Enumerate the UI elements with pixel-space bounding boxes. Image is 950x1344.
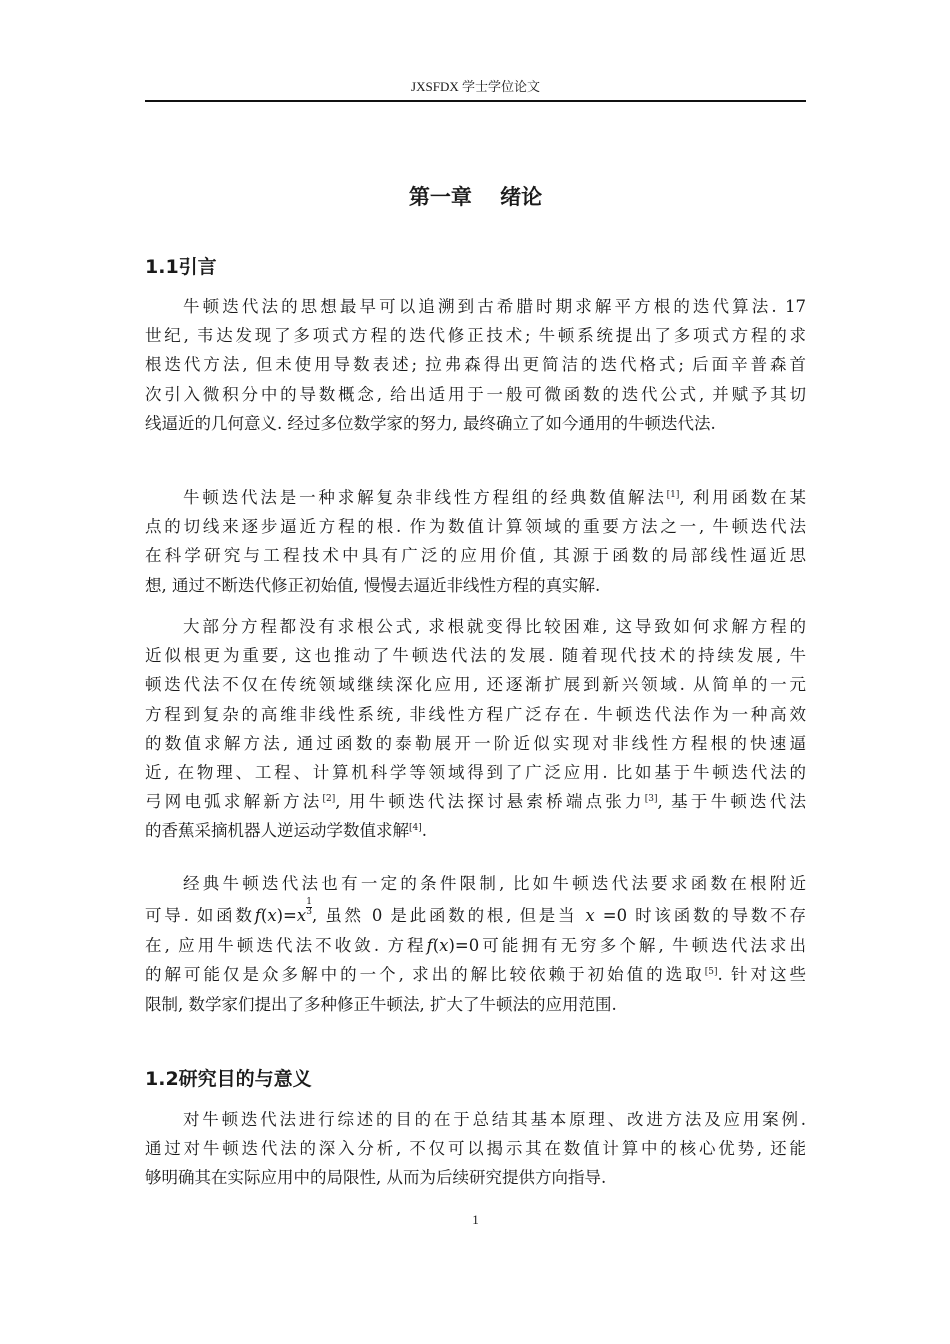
formula-f-x-eq-0 [427,936,480,955]
text-line: 世纪, 韦达发现了多项式方程的迭代修正技术; 牛顿系统提出了多项式方程的求 [145,326,806,346]
text-line [145,931,806,960]
text-line [145,483,806,512]
text-line: 近, 在物理、工程、计算机科学等领域得到了广泛应用. 比如基于牛顿迭代法的 [145,763,806,783]
text-line [145,960,806,989]
text-line: 限制, 数学家们提出了多种修正牛顿法, 扩大了牛顿法的应用范围. [145,994,617,1014]
text-line: 方程到复杂的高维非线性系统, 非线性方程广泛存在. 牛顿迭代法作为一种高效 [145,704,806,724]
text-run: , 利用函数在某 [679,488,806,507]
citation-ref: [5] [704,967,718,978]
formula-symbol: 0 [468,936,480,956]
text-line: 经典牛顿迭代法也有一定的条件限制, 比如牛顿迭代法要求函数在根附近 [183,874,806,893]
text-run: 可能拥有无穷多个解, 牛顿迭代法求出 [479,936,806,956]
text-line: 根迭代方法, 但未使用导数表述; 拉弗森得出更简洁的迭代格式; 后面辛普森首 [145,355,806,375]
text-line: 大部分方程都没有求根公式, 求根就变得比较困难, 这导致如何求解方程的 [183,617,806,636]
paragraph-intro-history [145,292,806,438]
section-heading-1-1: 1.1引言 [145,256,217,278]
paragraph-applications [145,612,806,846]
text-run: 可导. 如函数 [145,906,255,926]
text-line: 牛顿迭代法的思想最早可以追溯到古希腊时期求解平方根的迭代算法. 17 [183,297,806,316]
text-line: 对牛顿迭代法进行综述的目的在于总结其基本原理、改进方法及应用案例. [183,1110,806,1129]
formula-paren: )= [276,906,297,926]
text-run: 的香蕉采摘机器人逆运动学数值求解 [145,821,409,841]
citation-ref: [1] [666,490,680,500]
citation-ref: [2] [322,794,336,805]
text-line: 在科学研究与工程技术中具有广泛的应用价值, 其源于函数的局部线性逼近思 [145,546,806,566]
formula-symbol: x [439,936,449,956]
citation-ref: [3] [644,794,658,805]
text-line: 通过对牛顿迭代法的深入分析, 不仅可以揭示其在数值计算中的核心优势, 还能 [145,1139,806,1159]
fraction-denominator: 3 [306,907,312,918]
text-line [145,816,806,845]
formula-paren: )= [448,936,469,956]
section-heading-1-2: 1.2研究目的与意义 [145,1068,312,1090]
text-line: 近似根更为重要, 这也推动了牛顿迭代法的发展. 随着现代技术的持续发展, 牛 [145,646,806,666]
text-run: . 针对这些 [717,965,806,985]
text-line [145,787,806,816]
fraction-numerator: 1 [306,897,312,908]
text-run: 牛顿迭代法是一种求解复杂非线性方程组的经典数值解法 [183,488,667,507]
paragraph-method-overview [145,483,806,600]
text-run: 在, 应用牛顿迭代法不收敛. 方程 [145,936,427,956]
paragraph-limitations [145,869,806,1019]
formula-paren: ( [432,936,440,956]
formula-paren: ( [260,906,268,926]
text-line: 次引入微积分中的导数概念, 给出适用于一般可微函数的迭代公式, 并赋予其切 [145,384,806,404]
text-line [145,898,806,931]
text-run: . [421,821,427,841]
formula-symbol: f [426,936,433,956]
formula-symbol: f [254,906,261,926]
text-line: 顿迭代法不仅在传统领域继续深化应用, 还逐渐扩展到新兴领域. 从简单的一元 [145,675,806,695]
text-run: 弓网电弧求解新方法 [145,792,323,812]
text-line: 的数值求解方法, 通过函数的泰勒展开一阶近似实现对非线性方程根的快速逼 [145,733,806,753]
formula-symbol: x [585,906,595,926]
chapter-title: 第一章 绪论 [408,185,543,209]
text-run: , 用牛顿迭代法探讨悬索桥端点张力 [335,792,645,812]
page-number: 1 [472,1212,479,1227]
running-header [145,78,806,102]
paragraph-purpose [145,1105,806,1193]
formula-f-x [254,897,312,926]
text-run: =0 时该函数的导数不存 [594,906,806,926]
text-run: 的解可能仅是众多解中的一个, 求出的解比较依赖于初始值的选取 [145,965,705,985]
text-line: 线逼近的几何意义. 经过多位数学家的努力, 最终确立了如今通用的牛顿迭代法. [145,413,716,433]
citation-ref: [4] [409,823,422,834]
text-line: 点的切线来逐步逼近方程的根. 作为数值计算领域的重要方法之一, 牛顿迭代法 [145,517,806,537]
header-text: JXSFDX 学士学位论文 [411,79,540,94]
formula-symbol: x [296,906,307,926]
text-run: , 基于牛顿迭代法 [657,792,806,812]
text-line: 想, 通过不断迭代修正初始值, 慢慢去逼近非线性方程的真实解. [145,575,601,595]
text-line: 够明确其在实际应用中的局限性, 从而为后续研究提供方向指导. [145,1168,607,1188]
text-run: , 虽然 0 是此函数的根, 但是当 [311,906,586,926]
formula-symbol: x [267,906,277,926]
